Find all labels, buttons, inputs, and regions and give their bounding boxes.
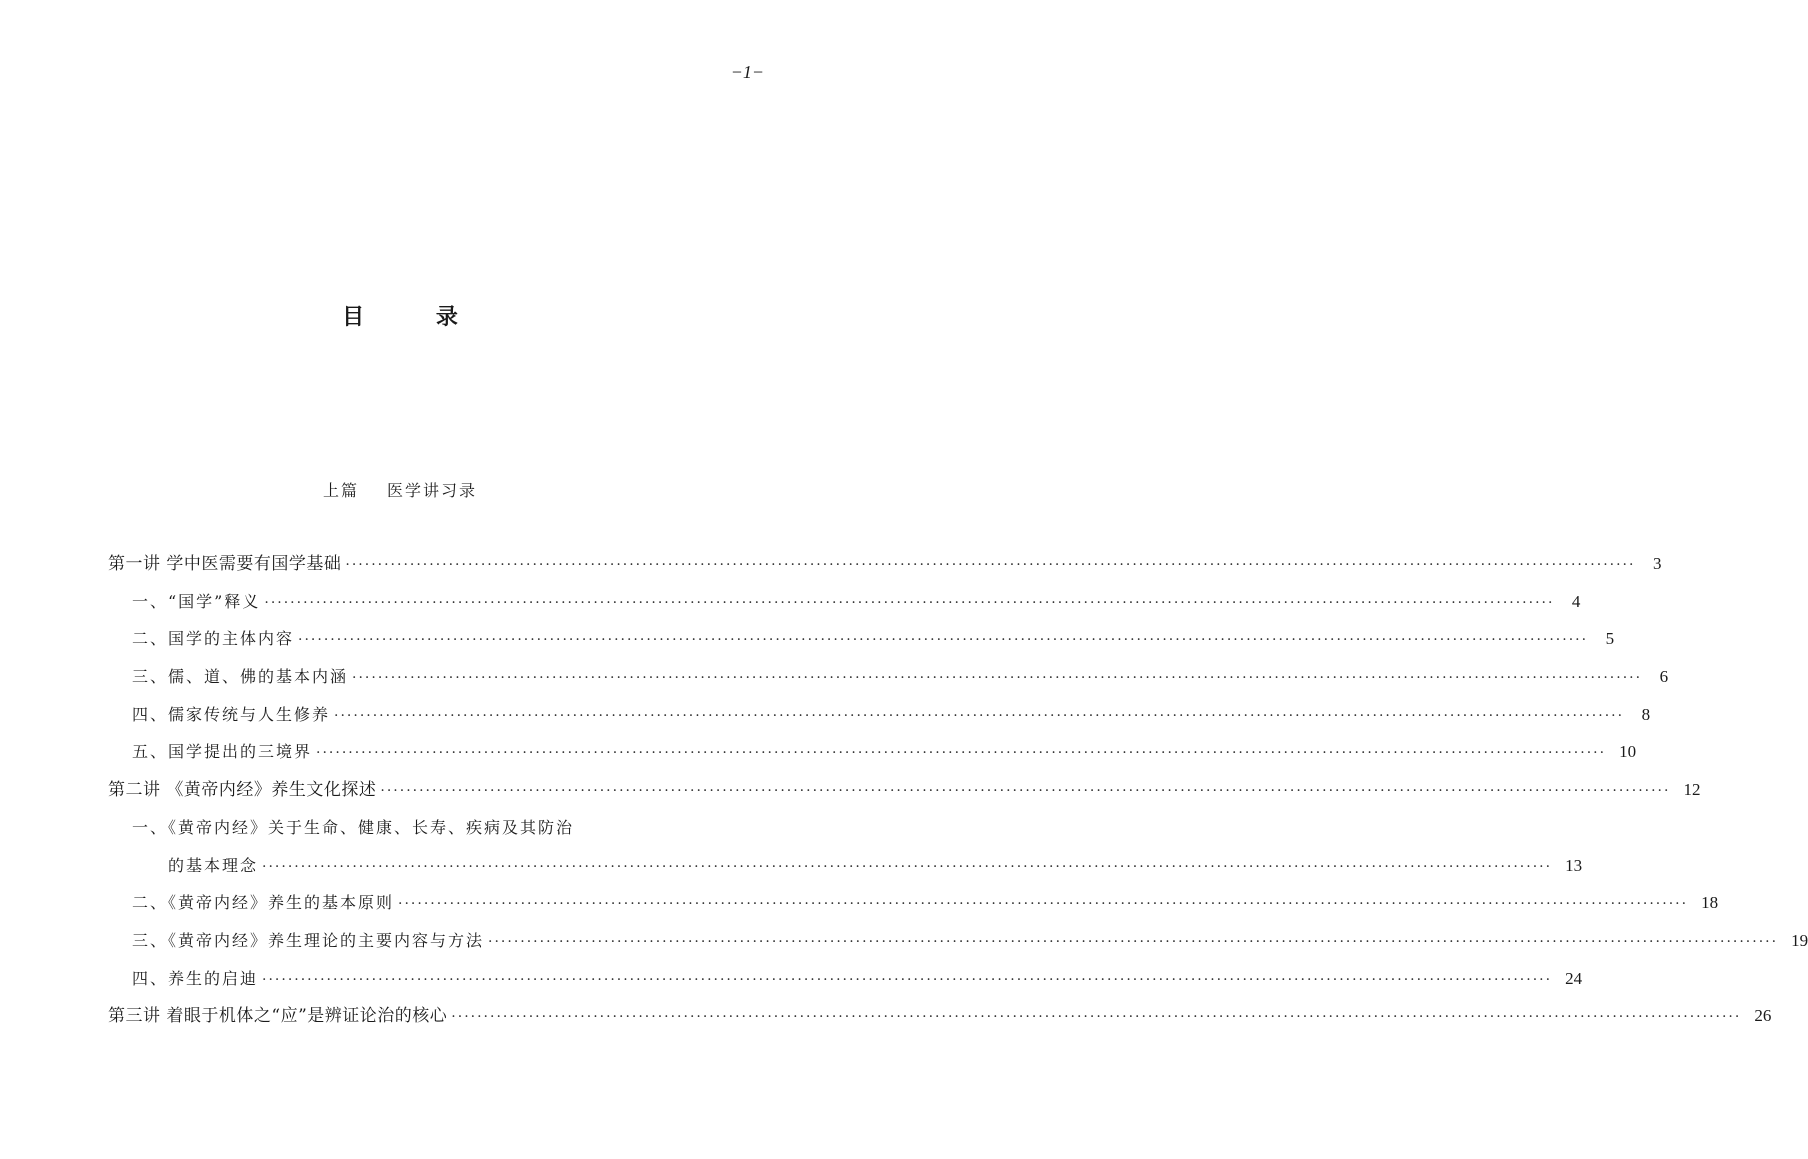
- page-title: 目 录: [342, 304, 490, 330]
- toc-entry-title: 的基本理念: [168, 855, 259, 875]
- toc-dot-leader: ········································································································································································································: [264, 594, 1555, 611]
- toc-entry-page: 13: [1565, 855, 1583, 875]
- toc-entry-title: 一、《黄帝内经》关于生命、健康、长寿、疾病及其防治: [132, 817, 575, 837]
- toc-entry-page: 4: [1571, 591, 1581, 611]
- table-of-contents: [108, 545, 1808, 1035]
- toc-entry-title: 二、国学的主体内容: [132, 629, 295, 649]
- toc-entry[interactable]: [108, 884, 1719, 922]
- part-name: 医学讲习录: [387, 481, 478, 500]
- toc-entry-title: 二、《黄帝内经》养生的基本原则: [132, 893, 395, 913]
- toc-entry-title: 一、“国学”释义: [132, 591, 261, 611]
- page-number: −1−: [730, 62, 764, 82]
- toc-dot-leader: ········································································································································································································: [262, 971, 1553, 988]
- part-title: [0, 478, 800, 501]
- toc-dot-leader: ········································································································································································································: [451, 1009, 1742, 1026]
- toc-entry-title: 第三讲 着眼于机体之“应”是辨证论治的核心: [108, 1006, 448, 1027]
- part-label: 上篇: [322, 481, 359, 500]
- toc-entry[interactable]: [108, 658, 1669, 696]
- toc-entry[interactable]: [108, 733, 1637, 771]
- toc-entry[interactable]: [108, 922, 1808, 960]
- toc-dot-leader: ········································································································································································································: [298, 632, 1589, 649]
- toc-dot-leader: ········································································································································································································: [334, 707, 1625, 724]
- toc-entry-title: 五、国学提出的三境界: [132, 742, 313, 762]
- toc-entry-title: 四、养生的启迪: [132, 968, 259, 988]
- toc-dot-leader: ········································································································································································································: [352, 670, 1643, 687]
- toc-entry-title: 三、《黄帝内经》养生理论的主要内容与方法: [132, 930, 485, 950]
- toc-entry-page: 10: [1619, 742, 1637, 762]
- toc-entry-page: 26: [1754, 1006, 1772, 1026]
- toc-dot-leader: ········································································································································································································: [380, 783, 1671, 800]
- toc-entry-page: 18: [1701, 893, 1719, 913]
- toc-entry-title: 四、儒家传统与人生修养: [132, 704, 331, 724]
- toc-entry-page: 5: [1605, 629, 1615, 649]
- toc-entry[interactable]: [108, 960, 1583, 998]
- toc-entry-page: 24: [1565, 968, 1583, 988]
- toc-entry[interactable]: [108, 847, 1583, 885]
- toc-entry-page: 19: [1791, 930, 1808, 950]
- toc-dot-leader: ········································································································································································································: [262, 858, 1553, 875]
- toc-entry-page: 3: [1652, 554, 1662, 573]
- toc-entry[interactable]: [108, 620, 1615, 658]
- toc-entry[interactable]: [108, 696, 1651, 734]
- toc-entry[interactable]: [108, 809, 680, 847]
- toc-entry-page: 8: [1641, 704, 1651, 724]
- toc-entry-page: 6: [1659, 667, 1669, 687]
- toc-entry[interactable]: [108, 545, 1662, 583]
- toc-entry-title: 第二讲 《黄帝内经》养生文化探述: [108, 780, 377, 801]
- toc-dot-leader: ········································································································································································································: [488, 933, 1779, 950]
- toc-dot-leader: ········································································································································································································: [345, 557, 1636, 573]
- toc-entry[interactable]: [108, 997, 1772, 1035]
- toc-dot-leader: ········································································································································································································: [316, 745, 1607, 762]
- toc-entry[interactable]: [108, 583, 1581, 621]
- toc-entry-title: 三、儒、道、佛的基本内涵: [132, 667, 349, 687]
- toc-entry[interactable]: [108, 771, 1701, 809]
- toc-entry-page: 12: [1683, 780, 1701, 800]
- toc-entry-title: 第一讲 学中医需要有国学基础: [108, 554, 342, 574]
- toc-dot-leader: ········································································································································································································: [398, 896, 1689, 913]
